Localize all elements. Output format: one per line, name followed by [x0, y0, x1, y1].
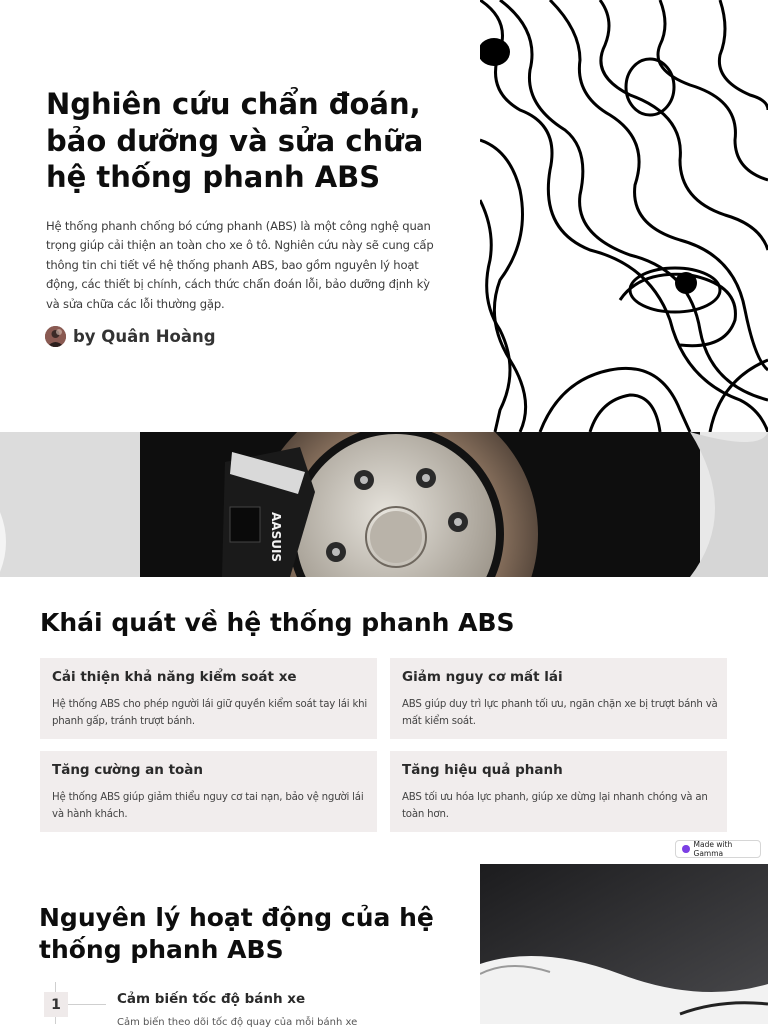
feature-card [390, 658, 727, 739]
author-avatar [45, 326, 66, 347]
feature-card-title: Cải thiện khả năng kiểm soát xe [52, 669, 297, 685]
step-title: Cảm biến tốc độ bánh xe [117, 991, 306, 1007]
brake-disc-banner-image [0, 432, 768, 577]
author-name: by Quân Hoàng [73, 327, 216, 346]
feature-card-title: Giảm nguy cơ mất lái [402, 669, 563, 685]
feature-card-desc: ABS giúp duy trì lực phanh tối ưu, ngăn chặn xe bị trượt bánh và mất kiểm soát. [402, 699, 718, 727]
step-connector [68, 1004, 106, 1005]
feature-card [40, 658, 377, 739]
feature-card-title: Tăng cường an toàn [52, 762, 204, 778]
feature-card [390, 751, 727, 832]
step-number: 1 [44, 992, 68, 1017]
section-title: Khái quát về hệ thống phanh ABS [40, 608, 515, 637]
feature-card [40, 751, 377, 832]
title-slide [0, 0, 768, 432]
gamma-logo-icon [682, 845, 690, 853]
feature-card-desc: Hệ thống ABS giúp giảm thiểu nguy cơ tai nạn, bảo vệ người lái và hành khách. [52, 792, 364, 820]
topographic-pattern-image [480, 0, 768, 432]
slide-description: Hệ thống phanh chống bó cứng phanh (ABS) là một công nghệ quan trọng giúp cải thiện an toàn cho xe ô tô. Nghiên cứu này sẽ cung cấp thông tin chi tiết về hệ thống phanh ABS, bao gồm nguyên lý hoạt động, các thiết bị chính, cách thức chẩn đoán lỗi, bảo dưỡng định kỳ và sửa chữa các lỗi thường gặp. [46, 219, 434, 311]
car-photo-image [480, 864, 768, 1024]
step-desc: Cảm biến theo dõi tốc độ quay của mỗi bánh xe [117, 1017, 358, 1028]
section-title: Nguyên lý hoạt động của hệ thống phanh ABS [39, 903, 434, 964]
gamma-badge-label: Made with Gamma [693, 840, 733, 858]
feature-card-title: Tăng hiệu quả phanh [402, 762, 563, 778]
feature-card-desc: ABS tối ưu hóa lực phanh, giúp xe dừng lại nhanh chóng và an toàn hơn. [402, 792, 708, 820]
feature-card-desc: Hệ thống ABS cho phép người lái giữ quyền kiểm soát tay lái khi phanh gấp, tránh trượt bánh. [52, 699, 368, 727]
made-with-gamma-badge[interactable] [675, 840, 761, 858]
caliper-brand-text: AASUIS [269, 512, 283, 563]
slide-title: Nghiên cứu chẩn đoán, bảo dưỡng và sửa chữa hệ thống phanh ABS [46, 87, 424, 194]
author-byline [45, 326, 216, 347]
